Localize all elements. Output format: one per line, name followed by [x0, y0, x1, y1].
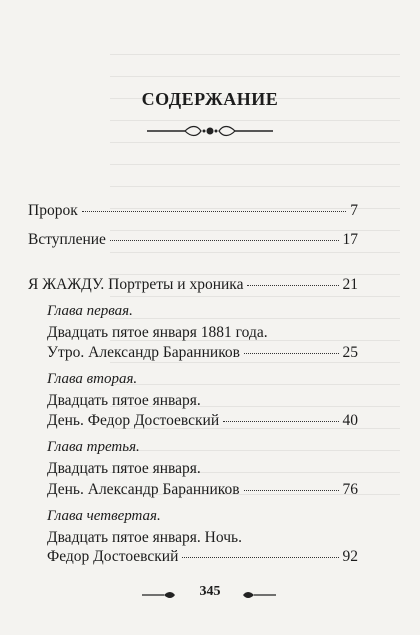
- toc-entry-label: День. Александр Баранников: [47, 481, 240, 498]
- leader-dots: [244, 353, 338, 354]
- toc-entry-label: Я ЖАЖДУ. Портреты и хроника: [28, 276, 244, 293]
- chapter-heading: Глава первая.: [47, 303, 133, 319]
- toc-entry-ya-zhazhdu[interactable]: [28, 276, 358, 294]
- toc-entry-page: 17: [342, 231, 358, 248]
- leader-dots: [244, 490, 339, 491]
- toc-entry-page: 25: [342, 344, 358, 361]
- toc-entry-vstuplenie[interactable]: [28, 231, 358, 249]
- toc-entry-page: 7: [350, 202, 358, 219]
- page-title: СОДЕРЖАНИЕ: [141, 89, 279, 109]
- toc-entry-label: Пророк: [28, 202, 78, 219]
- leader-dots: [247, 285, 338, 286]
- chapter-subtitle: Двадцать пятое января.: [47, 392, 201, 409]
- leader-dots: [182, 557, 338, 558]
- page-number: 345: [199, 584, 221, 599]
- toc-entry-page: 76: [342, 481, 358, 498]
- toc-entry-label: Утро. Александр Баранников: [47, 344, 241, 361]
- leader-dots: [110, 240, 339, 241]
- toc-entry-chapter-4[interactable]: [47, 548, 358, 566]
- toc-entry-label: Вступление: [28, 231, 106, 248]
- footer-right-ornament-icon: [240, 590, 278, 600]
- toc-entry-label: День. Федор Достоевский: [47, 412, 220, 429]
- leader-dots: [223, 421, 338, 422]
- flourish-ornament-icon: [145, 124, 275, 138]
- toc-entry-chapter-1[interactable]: [47, 344, 358, 362]
- chapter-subtitle: Двадцать пятое января. Ночь.: [47, 529, 242, 546]
- chapter-heading: Глава вторая.: [47, 371, 138, 387]
- chapter-subtitle: Двадцать пятое января.: [47, 460, 201, 477]
- toc-entry-page: 21: [342, 276, 358, 293]
- toc-entry-page: 40: [342, 412, 358, 429]
- bleed-through-text: [110, 40, 400, 510]
- toc-entry-label: Федор Достоевский: [47, 548, 179, 565]
- toc-entry-page: 92: [342, 548, 358, 565]
- toc-entry-prorok[interactable]: [28, 202, 358, 220]
- chapter-heading: Глава четвертая.: [47, 508, 161, 524]
- chapter-subtitle: Двадцать пятое января 1881 года.: [47, 324, 268, 341]
- leader-dots: [82, 211, 347, 212]
- toc-entry-chapter-2[interactable]: [47, 412, 358, 430]
- toc-entry-chapter-3[interactable]: [47, 481, 358, 499]
- chapter-heading: Глава третья.: [47, 439, 140, 455]
